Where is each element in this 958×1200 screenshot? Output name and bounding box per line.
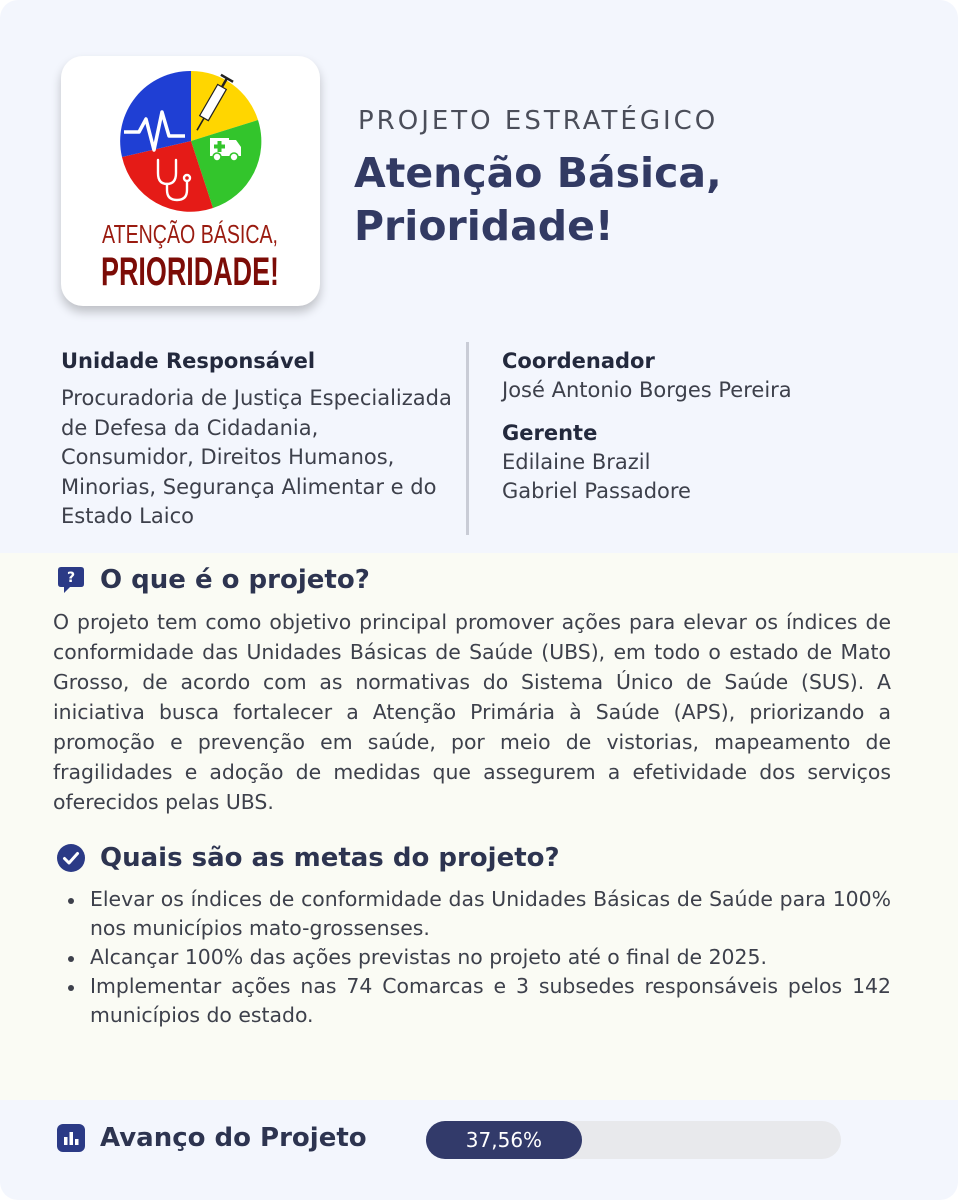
check-circle-icon — [56, 843, 86, 873]
svg-text:?: ? — [66, 570, 76, 586]
coordinator-value: José Antonio Borges Pereira — [502, 378, 792, 402]
goals-title: Quais são as metas do projeto? — [100, 843, 560, 873]
about-title: O que é o projeto? — [100, 565, 370, 595]
manager-name: Edilaine Brazil — [502, 449, 651, 474]
unit-label: Unidade Responsável — [61, 349, 316, 373]
info-divider — [466, 342, 469, 535]
question-bubble-icon — [56, 565, 86, 595]
manager-name: Gabriel Passadore — [502, 479, 691, 503]
responsible-unit — [61, 346, 456, 532]
coordinator-label: Coordenador — [502, 349, 655, 373]
list-item: Alcançar 100% das ações previstas no projeto até o final de 2025. — [63, 943, 891, 972]
project-team — [502, 346, 922, 507]
unit-value: Procuradoria de Justiça Especializada de Defesa da Cidadania, Consumidor, Direitos Humanos, Minorias, Segurança Alimentar e do Estado Laico — [61, 386, 452, 528]
about-text: O projeto tem como objetivo principal promover ações para elevar os índices de conformidade das Unidades Básicas de Saúde (UBS), em todo o estado de Mato Grosso, de acordo com as normativas do Sistema Único de Saúde (SUS). A iniciativa busca fortalecer a Atenção Primária à Saúde (APS), priorizando a promoção e prevenção em saúde, por meio de vistorias, mapeamento de fragilidades e adoção de medidas que assegurem a efetividade dos serviços oferecidos pelas UBS. — [53, 610, 891, 814]
list-item: Elevar os índices de conformidade das Unidades Básicas de Saúde para 100% nos municípios mato-grossenses. — [63, 885, 891, 943]
logo-line1: ATENÇÃO BÁSICA, — [102, 219, 278, 249]
list-item: Implementar ações nas 74 Comarcas e 3 subsedes responsáveis pelos 142 municípios do estado. — [63, 972, 891, 1030]
project-logo — [61, 56, 320, 306]
goals-heading — [56, 843, 560, 873]
progress-heading — [56, 1123, 367, 1153]
page-kicker: PROJETO ESTRATÉGICO — [358, 106, 719, 136]
logo-line2: PRIORIDADE! — [101, 250, 279, 294]
page-title: Atenção Básica, Prioridade! — [354, 149, 722, 250]
progress-bar — [426, 1121, 841, 1159]
about-heading — [56, 565, 370, 595]
manager-label: Gerente — [502, 420, 598, 445]
goals-list — [63, 885, 891, 1030]
progress-fill — [426, 1121, 582, 1159]
logo-pie — [120, 71, 261, 212]
bar-chart-icon — [56, 1123, 86, 1153]
progress-label: 37,56% — [465, 1128, 543, 1152]
progress-title: Avanço do Projeto — [100, 1123, 367, 1153]
